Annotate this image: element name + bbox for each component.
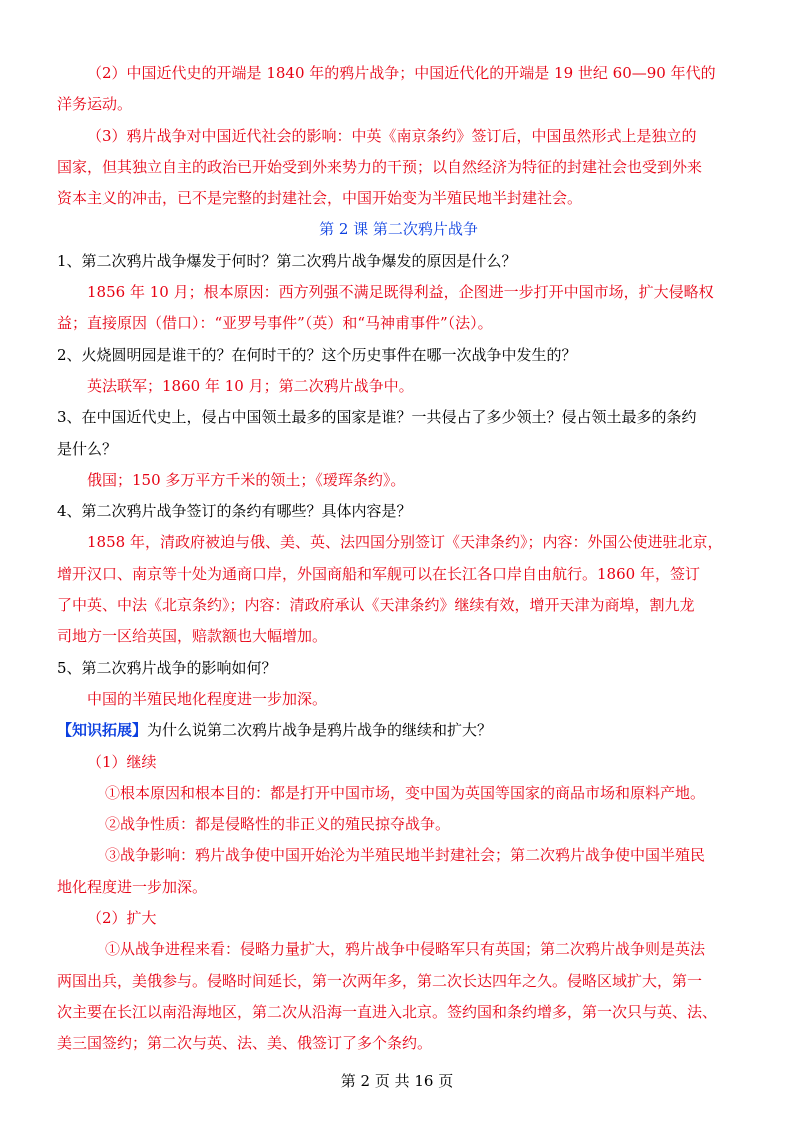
- page-content: [57, 58, 740, 1060]
- extension-tag: 【知识拓展】: [57, 721, 148, 740]
- extension-item: ②战争性质：都是侵略性的非正义的殖民掠夺战争。: [105, 815, 451, 834]
- paragraph-line: 资本主义的冲击，已不是完整的封建社会，中国开始变为半殖民地半封建社会。: [57, 189, 583, 208]
- extension-item-cont: 地化程度进一步加深。: [57, 877, 208, 896]
- extension-line: 美三国签约；第二次与英、法、美、俄签订了多个条约。: [57, 1034, 433, 1053]
- question-line: 2、火烧圆明园是谁干的？在何时干的？这个历史事件在哪一次战争中发生的？: [57, 345, 577, 364]
- extension-item: ①根本原因和根本目的：都是打开中国市场，变中国为英国等国家的商品市场和原料产地。: [105, 783, 706, 802]
- paragraph-line: （3）鸦片战争对中国近代社会的影响：中英《南京条约》签订后，中国虽然形式上是独立的: [87, 126, 697, 145]
- extension-part1-title: （1）继续: [87, 752, 157, 771]
- answer-line: 英法联军；1860 年 10 月；第二次鸦片战争中。: [87, 376, 414, 395]
- paragraph-line: 洋务运动。: [57, 95, 133, 114]
- extension-item: ③战争影响：鸦片战争使中国开始沦为半殖民地半封建社会；第二次鸦片战争使中国半殖民: [105, 846, 706, 865]
- extension-line: 次主要在长江以南沿海地区，第二次从沿海一直进入北京。签约国和条约增多，第一次只与英、法、: [57, 1002, 718, 1021]
- extension-part2-title: （2）扩大: [87, 909, 157, 928]
- extension-question: 为什么说第二次鸦片战争是鸦片战争的继续和扩大？: [147, 721, 493, 740]
- answer-line: 增开汉口、南京等十处为通商口岸，外国商船和军舰可以在长江各口岸自由航行。1860 年，签订: [57, 564, 700, 583]
- answer-line: 俄国；150 多万平方千米的领土；《瑷珲条约》。: [87, 470, 406, 489]
- paragraph-line: 国家，但其独立自主的政治已开始受到外来势力的干预；以自然经济为特征的封建社会也受到外来: [57, 157, 703, 176]
- answer-line: 1858 年，清政府被迫与俄、美、英、法四国分别签订《天津条约》；内容：外国公使进驻北京，: [87, 533, 723, 552]
- question-line: 4、第二次鸦片战争签订的条约有哪些？具体内容是？: [57, 502, 412, 521]
- question-line: 1、第二次鸦片战争爆发于何时？第二次鸦片战争爆发的原因是什么？: [57, 251, 517, 270]
- page-footer: 第 2 页 共 16 页: [340, 1072, 454, 1090]
- answer-line: 1856 年 10 月；根本原因：西方列强不满足既得利益，企图进一步打开中国市场，扩大侵略权: [87, 283, 714, 302]
- answer-line: 中国的半殖民地化程度进一步加深。: [87, 689, 328, 708]
- answer-line: 了中英、中法《北京条约》；内容：清政府承认《天津条约》继续有效，增开天津为商埠，割九龙: [57, 596, 695, 615]
- paragraph-line: （2）中国近代史的开端是 1840 年的鸦片战争；中国近代化的开端是 19 世纪 60—90 年代的: [87, 64, 716, 82]
- extension-line: ①从战争进程来看：侵略力量扩大，鸦片战争中侵略军只有英国；第二次鸦片战争则是英法: [105, 940, 706, 959]
- answer-line: 司地方一区给英国，赔款额也大幅增加。: [57, 627, 328, 646]
- question-line: 3、在中国近代史上，侵占中国领土最多的国家是谁？一共侵占了多少领土？侵占领土最多的条约: [57, 408, 697, 427]
- extension-line: 两国出兵，美俄参与。侵略时间延长，第一次两年多，第二次长达四年之久。侵略区域扩大，第一: [57, 971, 703, 990]
- extension-heading: [57, 715, 740, 746]
- answer-line: 益；直接原因（借口）：“亚罗号事件”（英）和“马神甫事件”（法）。: [57, 314, 493, 333]
- question-line: 是什么？: [57, 439, 118, 458]
- lesson-title: 第 2 课 第二次鸦片战争: [319, 220, 478, 239]
- question-line: 5、第二次鸦片战争的影响如何？: [57, 658, 277, 677]
